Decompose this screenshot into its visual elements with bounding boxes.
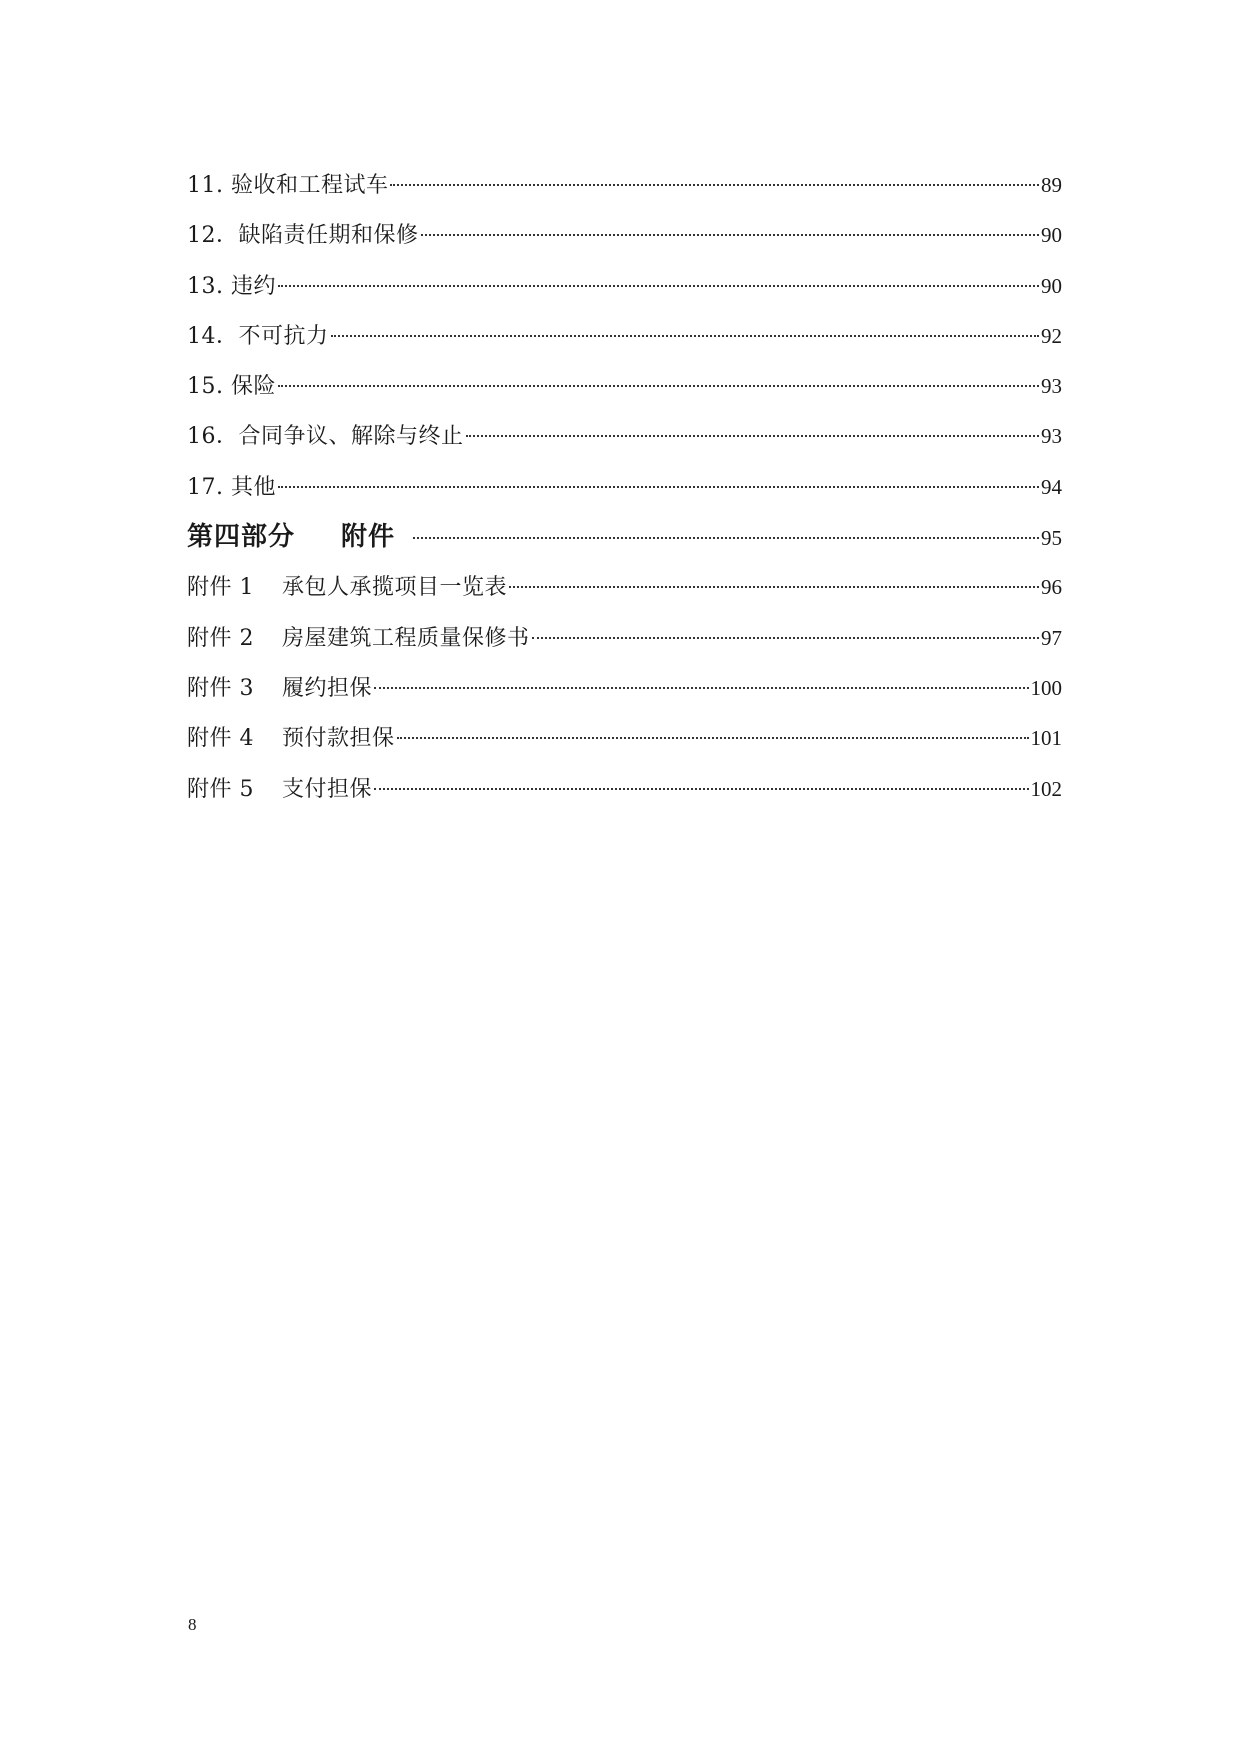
annex-title: 预付款担保 — [282, 726, 395, 752]
section-name: 附件 — [341, 522, 396, 553]
annex-heading — [187, 765, 372, 815]
toc-annex-5[interactable] — [187, 764, 1062, 814]
annex-number: 附件 1 — [187, 575, 254, 601]
dot-leader — [331, 335, 1040, 337]
section-heading — [187, 512, 395, 562]
toc-entry-page: 90 — [1041, 273, 1062, 298]
toc-entry-page: 89 — [1041, 173, 1062, 197]
toc-entry-page: 92 — [1041, 323, 1062, 348]
toc-entry-14[interactable] — [187, 311, 1062, 361]
dot-leader — [278, 385, 1039, 387]
dot-leader — [390, 184, 1039, 186]
annex-number: 附件 4 — [187, 726, 254, 752]
toc-entry-16[interactable] — [187, 411, 1062, 461]
toc-entry-page: 97 — [1041, 625, 1062, 650]
toc-entry-page: 101 — [1030, 726, 1062, 751]
toc-entry-page: 93 — [1041, 424, 1062, 449]
toc-entry-13[interactable] — [187, 261, 1062, 311]
dot-leader — [278, 486, 1039, 488]
dot-leader — [466, 435, 1040, 437]
annex-title: 支付担保 — [282, 776, 373, 802]
toc-entry-11[interactable] — [187, 160, 1062, 210]
toc-entry-12[interactable] — [187, 210, 1062, 260]
toc-entry-page: 102 — [1030, 776, 1062, 801]
toc-entry-page: 95 — [1041, 526, 1062, 551]
toc-entry-page: 96 — [1041, 575, 1062, 600]
annex-number: 附件 3 — [187, 675, 254, 701]
toc-entry-title: 12．缺陷责任期和保修 — [187, 223, 419, 249]
dot-leader — [421, 234, 1040, 236]
dot-leader — [397, 737, 1029, 739]
toc-annex-3[interactable] — [187, 663, 1062, 713]
toc-annex-4[interactable] — [187, 713, 1062, 763]
dot-leader — [509, 586, 1039, 588]
annex-heading — [187, 614, 530, 664]
annex-heading — [187, 714, 395, 764]
toc-entry-page: 93 — [1041, 374, 1062, 399]
toc-entry-17[interactable] — [187, 462, 1062, 512]
toc-entry-title: 17. 其他 — [187, 474, 276, 500]
toc-section-part-four[interactable] — [187, 512, 1062, 562]
section-part-label: 第四部分 — [187, 522, 296, 553]
toc-entry-title: 11. 验收和工程试车 — [187, 173, 389, 198]
toc-entry-title: 15. 保险 — [187, 374, 276, 400]
annex-title: 房屋建筑工程质量保修书 — [282, 625, 530, 651]
annex-title: 承包人承揽项目一览表 — [282, 575, 508, 601]
annex-heading — [187, 563, 507, 613]
annex-number: 附件 2 — [187, 625, 254, 651]
toc-entry-title: 14．不可抗力 — [187, 323, 329, 349]
toc-entry-page: 94 — [1041, 474, 1062, 499]
dot-leader — [374, 788, 1028, 790]
annex-title: 履约担保 — [282, 675, 373, 701]
toc-entry-title: 13. 违约 — [187, 273, 276, 299]
dot-leader — [532, 637, 1039, 639]
toc-annex-2[interactable] — [187, 613, 1062, 663]
toc-annex-1[interactable] — [187, 562, 1062, 612]
toc-entry-15[interactable] — [187, 361, 1062, 411]
toc-entry-page: 100 — [1030, 675, 1062, 700]
toc-entry-title: 16．合同争议、解除与终止 — [187, 424, 464, 450]
annex-number: 附件 5 — [187, 776, 254, 802]
dot-leader — [413, 537, 1039, 539]
toc-entry-page: 90 — [1041, 223, 1062, 248]
table-of-contents — [187, 160, 1062, 814]
dot-leader — [374, 687, 1028, 689]
page-number: 8 — [188, 1615, 197, 1634]
dot-leader — [278, 285, 1039, 287]
annex-heading — [187, 664, 372, 714]
